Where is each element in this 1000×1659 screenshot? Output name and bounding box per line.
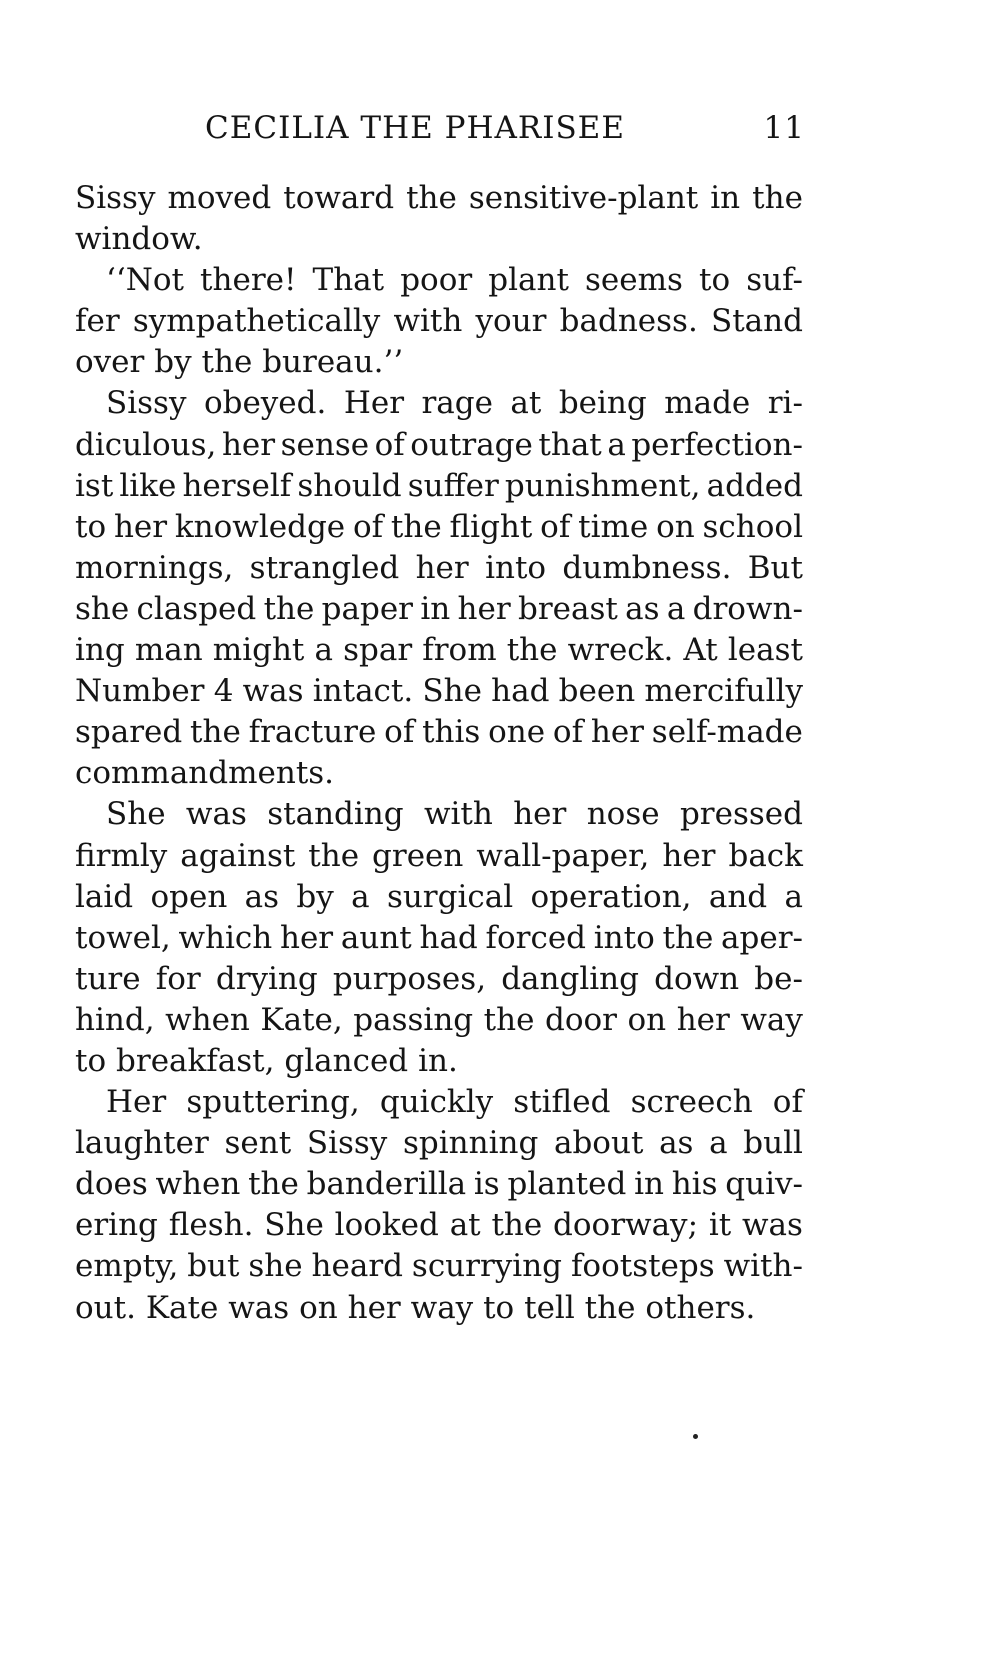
text-line: ist like herself should suffer punishment, added bbox=[75, 467, 803, 504]
text-line: ering flesh. She looked at the doorway; it was bbox=[75, 1207, 803, 1244]
text-line: over by the bureau.’’ bbox=[75, 344, 404, 381]
text-line: she clasped the paper in her breast as a drown- bbox=[75, 590, 803, 627]
print-speck bbox=[693, 1434, 698, 1439]
page-number: 11 bbox=[763, 110, 805, 146]
text-line: firmly against the green wall-paper, her back bbox=[75, 837, 803, 874]
text-line: spared the fracture of this one of her self-made bbox=[75, 714, 803, 751]
text-line: ‘‘Not there! That poor plant seems to suf- bbox=[106, 262, 803, 299]
text-line: Sissy obeyed. Her rage at being made ri- bbox=[106, 385, 803, 422]
text-line: She was standing with her nose pressed bbox=[106, 796, 803, 833]
running-head bbox=[205, 110, 805, 160]
body-text bbox=[75, 178, 803, 1329]
text-line: Her sputtering, quickly stifled screech of bbox=[106, 1084, 803, 1121]
text-line: window. bbox=[75, 221, 203, 258]
text-line: ing man might a spar from the wreck. At least bbox=[75, 632, 803, 669]
text-line: commandments. bbox=[75, 755, 335, 792]
running-title: CECILIA THE PHARISEE bbox=[205, 110, 625, 146]
text-line: to her knowledge of the flight of time on school bbox=[75, 508, 803, 545]
text-line: out. Kate was on her way to tell the others. bbox=[75, 1289, 756, 1326]
text-line: Sissy moved toward the sensitive-plant in the bbox=[75, 180, 803, 216]
text-line: empty, but she heard scurrying footsteps with- bbox=[75, 1248, 803, 1285]
text-line: mornings, strangled her into dumbness. But bbox=[75, 549, 803, 586]
text-line: laid open as by a surgical operation, and a bbox=[75, 878, 803, 915]
text-line: ture for drying purposes, dangling down be- bbox=[75, 960, 803, 997]
text-line: hind, when Kate, passing the door on her way bbox=[75, 1001, 803, 1038]
text-line: does when the banderilla is planted in his quiv- bbox=[75, 1166, 803, 1203]
text-line: to breakfast, glanced in. bbox=[75, 1042, 458, 1079]
text-line: Number 4 was intact. She had been mercifully bbox=[75, 673, 803, 710]
text-line: fer sympathetically with your badness. Stand bbox=[75, 303, 803, 340]
text-line: towel, which her aunt had forced into the aper- bbox=[75, 919, 803, 956]
text-line: laughter sent Sissy spinning about as a bull bbox=[75, 1125, 803, 1162]
text-line: diculous, her sense of outrage that a perfection- bbox=[75, 426, 803, 463]
